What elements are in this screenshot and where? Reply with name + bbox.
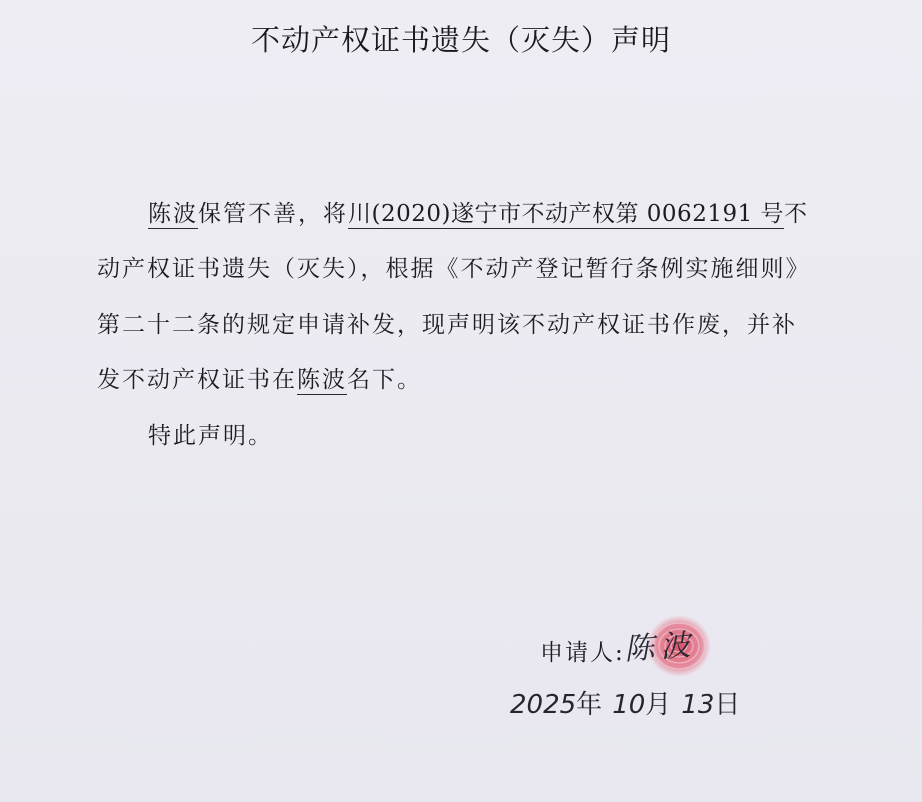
applicant-label: 申请人: (540, 640, 625, 666)
date-month: 10 (612, 690, 646, 720)
new-owner-name-fill: 陈波 (297, 367, 347, 393)
line1-text-b: 不 (784, 201, 810, 227)
paragraph-line-2: 动产权证书遗失（灭失），根据《不动产登记暂行条例实施细则》 (97, 256, 811, 282)
date-day-unit: 日 (714, 690, 741, 720)
paragraph-line-3: 第二十二条的规定申请补发，现声明该不动产权证书作废，并补 (97, 312, 797, 338)
paragraph-line-4 (97, 361, 422, 395)
owner-name-fill: 陈波 (148, 201, 198, 227)
date-day: 13 (681, 690, 715, 720)
signing-date (510, 684, 740, 721)
line1-text-a: 保管不善，将 (198, 201, 348, 227)
date-year: 2025 (510, 690, 577, 720)
applicant-signature: 陈波 (623, 627, 698, 668)
document-title: 不动产权证书遗失（灭失）声明 (250, 23, 671, 57)
certificate-number-fill: 川(2020)遂宁市不动产权第 0062191 号 (348, 201, 785, 227)
date-year-unit: 年 (576, 690, 603, 720)
date-month-unit: 月 (645, 690, 672, 720)
closing-statement: 特此声明。 (148, 423, 273, 449)
line4-text-b: 名下。 (347, 367, 422, 393)
paragraph-line-1 (148, 195, 809, 229)
line4-text-a: 发不动产权证书在 (97, 367, 297, 393)
